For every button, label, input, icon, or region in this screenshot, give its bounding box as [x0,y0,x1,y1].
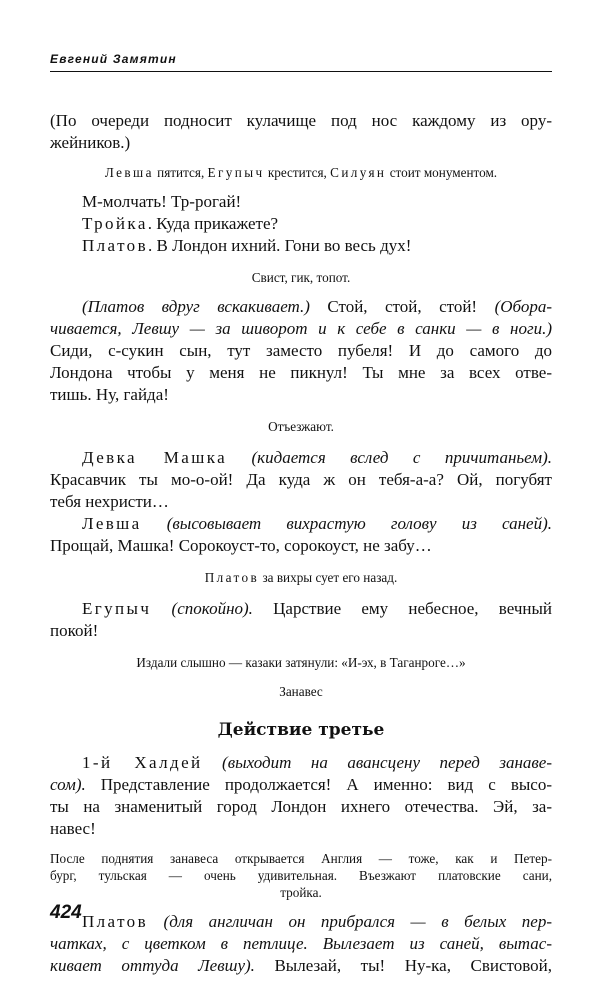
text-line [50,955,552,977]
dialogue-paragraph [50,598,552,642]
direction-italic: кивает оттуда Левшу). [50,956,255,975]
text-line: тишь. Ну, гайда! [50,385,169,404]
character-name: Девка Машка [82,448,228,467]
speech-text: Вылезай, ты! Ну-ка, Свистовой, [254,956,552,975]
text-line: (По очереди подносит кулачище под нос каждому из ору- [50,111,552,130]
text-line [50,318,552,340]
speech-text: . Куда прикажете? [147,214,279,233]
character-name: Платов [204,570,260,585]
text-line [50,752,552,774]
dialogue-paragraph [50,296,552,406]
text-line: бург, тульская — очень удивительная. Въезжают платовские сани, [50,868,552,883]
dialogue-paragraph [50,911,552,977]
text-line [50,513,552,535]
direction-italic: (Платов вдруг вскакивает.) [82,297,310,316]
text-line: Прощай, Машка! Сорокоуст-то, сорокоуст, не забу… [50,536,432,555]
direction-text: стоит монументом. [386,165,498,180]
text-line: тебя нехристи… [50,492,169,511]
dialogue-paragraph [50,447,552,557]
stage-paragraph [50,110,552,154]
direction-text: крестится, [264,165,331,180]
text-line: ты на знаменитый город Лондон ихнего отечества. Эй, за- [50,797,552,816]
text-line: Сиди, с-сукин сын, тут заместо пубеля! И до самого до [50,341,552,360]
stage-direction [50,569,552,586]
text-line: тройка. [280,885,322,900]
direction-text: за вихры сует его назад. [259,570,398,585]
text-line: М-молчать! Тр-рогай! [82,192,242,211]
text-line: Красавчик ты мо-о-ой! Да куда ж он тебя-а-а? Ой, погубят [50,470,552,489]
text-line: навес! [50,819,96,838]
text-line [50,447,552,469]
character-name: Тройка [82,214,148,233]
speech-text: Представление продолжается! А именно: вид с высо- [85,775,552,794]
direction-italic: чивается, Левшу — за шиворот и к себе в санки — в ноги.) [50,319,552,338]
text-line [50,774,552,796]
character-name: Егупыч [82,599,152,618]
direction-text: пятится, [153,165,208,180]
page-number: 424 [50,902,82,923]
text-line: жейников.) [50,133,131,152]
act-title: Действие третье [217,720,385,740]
character-name: 1-й Халдей [82,753,203,772]
character-name: Левша [104,165,154,180]
text-line [50,598,552,620]
page-content [50,110,552,977]
text-line [50,933,552,955]
direction-italic: (выходит на авансцену перед занаве- [202,753,552,772]
text-line: После поднятия занавеса открывается Англия — тоже, как и Петер- [50,851,552,866]
dialogue-line [50,235,552,257]
text-line [50,296,552,318]
direction-italic: (спокойно). [151,599,253,618]
speech-text: Царствие ему небесное, вечный [252,599,553,618]
stage-direction [50,164,552,181]
dialogue-line [50,213,552,235]
direction-italic: чатках, с цветком в петлице. Вылезает из саней, вытас- [50,934,552,953]
character-name: Платов [82,236,148,255]
direction-italic: (для англичан он прибрался — в белых пер- [148,912,552,931]
header-rule [50,71,552,72]
speech-text: Стой, стой, стой! [309,297,495,316]
direction-italic: (кидается вслед с причитаньем). [227,448,552,467]
stage-direction [50,850,552,901]
character-name: Егупыч [207,165,265,180]
speech-text: . В Лондон ихний. Гони во весь дух! [148,236,412,255]
stage-direction: Свист, гик, топот. [251,270,351,285]
dialogue-paragraph [50,752,552,840]
dialogue-block [50,191,552,257]
stage-direction: Отъезжают. [268,419,334,434]
stage-direction: Издали слышно — казаки затянули: «И-эх, в Таганроге…» [136,655,466,670]
character-name: Силуян [330,165,387,180]
text-line: Лондона чтобы у меня не пикнул! Ты мне за всех отве- [50,363,552,382]
running-header-author: Евгений Замятин [50,52,177,66]
text-line: покой! [50,621,99,640]
direction-italic: (Обора- [494,297,552,316]
curtain-note: Занавес [279,684,323,699]
text-line [50,911,552,933]
direction-italic: (высовывает вихрастую голову из саней). [141,514,552,533]
direction-italic: сом). [50,775,86,794]
character-name: Левша [82,514,142,533]
character-name: Платов [82,912,148,931]
